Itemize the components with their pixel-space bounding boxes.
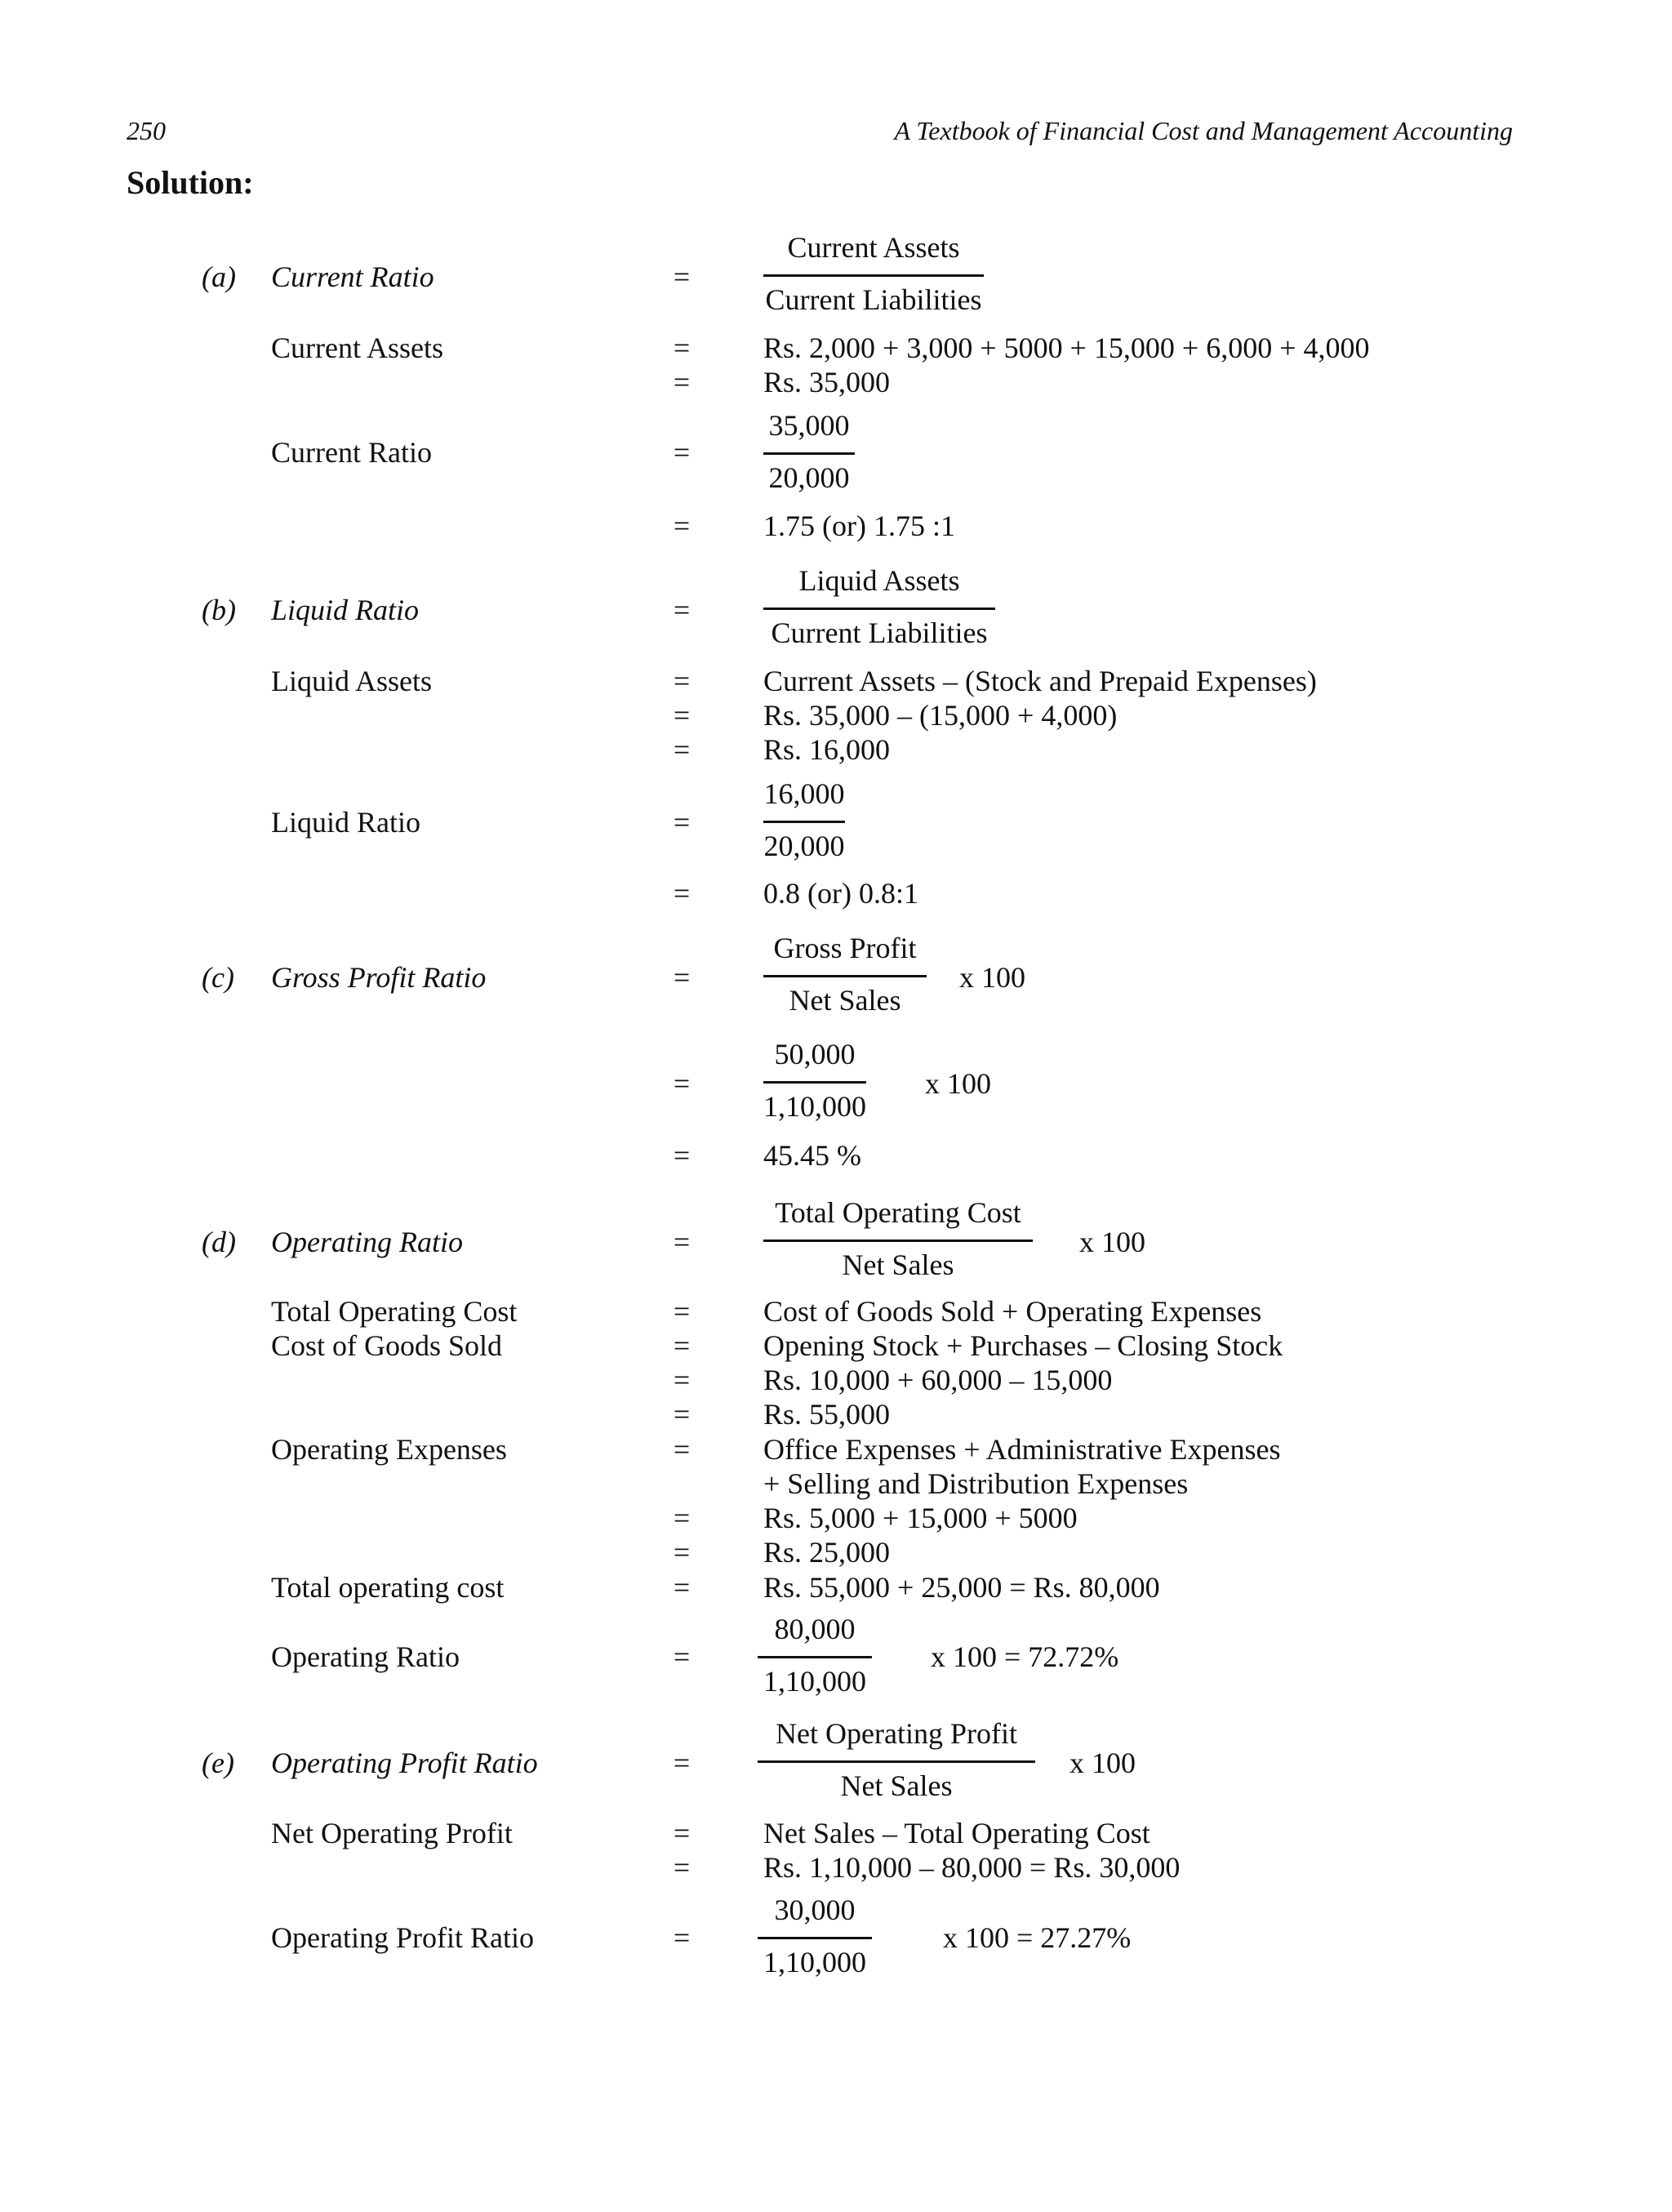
- opex-formula-line2: + Selling and Distribution Expenses: [763, 1467, 1189, 1500]
- section-c-title: Gross Profit Ratio: [271, 961, 487, 994]
- section-e-title: Operating Profit Ratio: [271, 1747, 538, 1779]
- fraction-numerator: 80,000: [774, 1613, 856, 1645]
- equals-sign: =: [673, 1433, 691, 1466]
- total-operating-cost-label: Total Operating Cost: [271, 1295, 518, 1328]
- section-b-letter: (b): [202, 594, 236, 626]
- fraction-denominator: Net Sales: [789, 984, 901, 1017]
- liquid-ratio-label: Liquid Ratio: [271, 806, 420, 839]
- cost-of-goods-sold-label: Cost of Goods Sold: [271, 1329, 503, 1362]
- operating-profit-ratio-result: x 100 = 27.27%: [943, 1921, 1132, 1954]
- fraction-numerator: 35,000: [768, 409, 850, 442]
- equals-sign: =: [673, 806, 691, 839]
- current-assets-label: Current Assets: [271, 332, 443, 364]
- fraction-numerator: 50,000: [774, 1038, 856, 1070]
- opex-total: Rs. 25,000: [763, 1536, 891, 1569]
- equals-sign: =: [673, 436, 691, 469]
- equals-sign: =: [673, 366, 691, 398]
- fraction-numerator: 30,000: [774, 1894, 856, 1926]
- running-head: A Textbook of Financial Cost and Management Accounting: [894, 116, 1513, 145]
- fraction-numerator: Gross Profit: [773, 932, 917, 964]
- equals-sign: =: [673, 961, 691, 994]
- equals-sign: =: [673, 594, 691, 626]
- operating-profit-ratio-label: Operating Profit Ratio: [271, 1921, 534, 1954]
- cogs-calc: Rs. 10,000 + 60,000 – 15,000: [763, 1364, 1113, 1396]
- fraction-denominator: Net Sales: [842, 1248, 954, 1281]
- multiplier: x 100: [1079, 1226, 1145, 1258]
- net-operating-profit-calc: Rs. 1,10,000 – 80,000 = Rs. 30,000: [763, 1851, 1181, 1884]
- page-number: 250: [127, 116, 166, 145]
- equals-sign: =: [673, 1364, 691, 1396]
- fraction-bar: [763, 608, 995, 610]
- fraction-numerator: Total Operating Cost: [775, 1196, 1021, 1229]
- cogs-total: Rs. 55,000: [763, 1398, 891, 1431]
- section-c-letter: (c): [202, 961, 234, 994]
- section-b-title: Liquid Ratio: [271, 594, 420, 626]
- equals-sign: =: [673, 1067, 691, 1100]
- fraction-bar: [763, 452, 855, 455]
- equals-sign: =: [673, 1329, 691, 1362]
- equals-sign: =: [673, 1139, 691, 1172]
- equals-sign: =: [673, 733, 691, 766]
- fraction-denominator: 1,10,000: [763, 1090, 866, 1123]
- solution-heading: Solution:: [127, 164, 254, 201]
- opex-formula-line1: Office Expenses + Administrative Expenses: [763, 1433, 1281, 1466]
- fraction-denominator: Current Liabilities: [771, 616, 988, 649]
- fraction-bar: [763, 1081, 866, 1084]
- fraction-denominator: 1,10,000: [763, 1946, 866, 1978]
- equals-sign: =: [673, 1747, 691, 1779]
- fraction-bar: [763, 975, 927, 977]
- fraction-denominator: 1,10,000: [763, 1665, 866, 1698]
- equals-sign: =: [673, 1640, 691, 1673]
- section-d-letter: (d): [202, 1226, 236, 1258]
- equals-sign: =: [673, 260, 691, 293]
- total-operating-cost-calc: Rs. 55,000 + 25,000 = Rs. 80,000: [763, 1571, 1160, 1604]
- fraction-numerator: Net Operating Profit: [776, 1717, 1017, 1750]
- fraction-denominator: 20,000: [763, 830, 845, 862]
- equals-sign: =: [673, 1295, 691, 1328]
- current-ratio-label: Current Ratio: [271, 436, 432, 469]
- total-operating-cost-formula: Cost of Goods Sold + Operating Expenses: [763, 1295, 1262, 1328]
- liquid-assets-label: Liquid Assets: [271, 665, 433, 697]
- liquid-assets-total: Rs. 16,000: [763, 733, 891, 766]
- equals-sign: =: [673, 877, 691, 910]
- net-operating-profit-label: Net Operating Profit: [271, 1817, 513, 1849]
- fraction-numerator: Current Assets: [787, 231, 960, 264]
- current-assets-total: Rs. 35,000: [763, 366, 891, 398]
- operating-expenses-label: Operating Expenses: [271, 1433, 507, 1466]
- operating-ratio-result: x 100 = 72.72%: [931, 1640, 1119, 1673]
- fraction-denominator: Current Liabilities: [765, 283, 982, 316]
- equals-sign: =: [673, 1536, 691, 1569]
- equals-sign: =: [673, 332, 691, 364]
- gross-profit-result: 45.45 %: [763, 1139, 861, 1172]
- section-a-letter: (a): [202, 260, 236, 293]
- equals-sign: =: [673, 510, 691, 542]
- fraction-denominator: 20,000: [768, 461, 850, 494]
- fraction-numerator: 16,000: [763, 777, 845, 810]
- net-operating-profit-formula: Net Sales – Total Operating Cost: [763, 1817, 1150, 1849]
- equals-sign: =: [673, 1851, 691, 1884]
- multiplier: x 100: [925, 1067, 991, 1100]
- fraction-bar: [763, 821, 845, 823]
- equals-sign: =: [673, 1571, 691, 1604]
- current-ratio-result: 1.75 (or) 1.75 :1: [763, 510, 955, 542]
- equals-sign: =: [673, 1921, 691, 1954]
- section-d-title: Operating Ratio: [271, 1226, 463, 1258]
- section-e-letter: (e): [202, 1747, 234, 1779]
- multiplier: x 100: [1069, 1747, 1136, 1779]
- cogs-formula: Opening Stock + Purchases – Closing Stock: [763, 1329, 1283, 1362]
- opex-calc: Rs. 5,000 + 15,000 + 5000: [763, 1502, 1078, 1534]
- section-a-title: Current Ratio: [271, 260, 434, 293]
- equals-sign: =: [673, 665, 691, 697]
- equals-sign: =: [673, 1226, 691, 1258]
- fraction-bar: [758, 1656, 872, 1658]
- fraction-bar: [758, 1760, 1035, 1763]
- current-assets-calc: Rs. 2,000 + 3,000 + 5000 + 15,000 + 6,000 + 4,000: [763, 332, 1370, 364]
- multiplier: x 100: [959, 961, 1025, 994]
- operating-ratio-label: Operating Ratio: [271, 1640, 460, 1673]
- fraction-bar: [763, 274, 984, 277]
- fraction-bar: [763, 1240, 1033, 1242]
- liquid-ratio-result: 0.8 (or) 0.8:1: [763, 877, 918, 910]
- fraction-numerator: Liquid Assets: [798, 564, 960, 597]
- fraction-bar: [758, 1937, 872, 1939]
- liquid-assets-calc: Rs. 35,000 – (15,000 + 4,000): [763, 699, 1118, 732]
- equals-sign: =: [673, 1502, 691, 1534]
- equals-sign: =: [673, 699, 691, 732]
- total-operating-cost-label-2: Total operating cost: [271, 1571, 505, 1604]
- fraction-denominator: Net Sales: [840, 1769, 953, 1802]
- equals-sign: =: [673, 1398, 691, 1431]
- equals-sign: =: [673, 1817, 691, 1849]
- liquid-assets-formula: Current Assets – (Stock and Prepaid Expenses): [763, 665, 1317, 697]
